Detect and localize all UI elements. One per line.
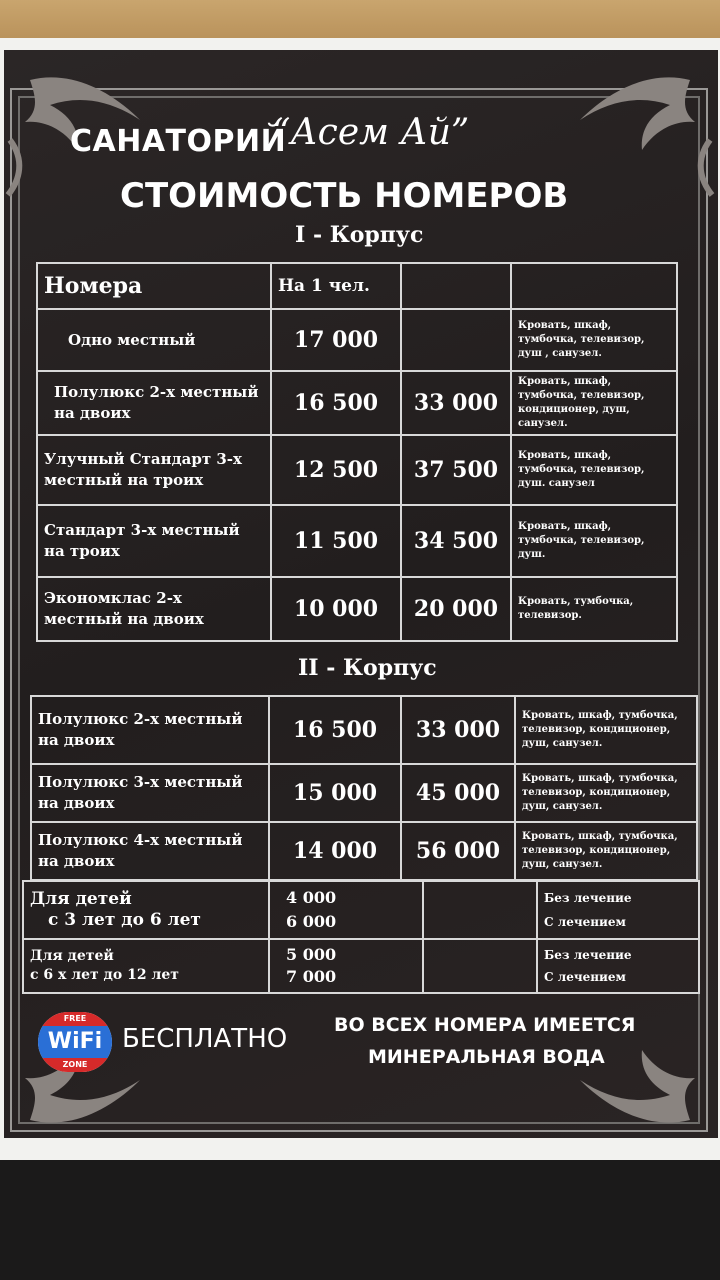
room-amenities: Кровать, шкаф, тумбочка, телевизор, кондиционер, душ, санузел. [515,822,697,880]
price-per-person: 12 500 [271,435,401,505]
table-row [37,577,677,641]
kids-age-cell [23,939,269,993]
kids-treatment-cell [537,881,699,939]
kids-no-treatment-label: Без лечение [544,891,632,905]
room-amenities: Кровать, тумбочка, телевизор. [511,577,677,641]
price-total: 33 000 [401,371,511,435]
kids-price-table [22,880,700,994]
wifi-logo-bottom-text: ZONE [38,1058,112,1072]
room-name: Стандарт 3-х местный на троих [37,505,271,577]
header-col4 [511,263,677,309]
table-row [37,505,677,577]
kids-price-cell [269,939,423,993]
korpus-2-label: II - Корпус [298,655,437,681]
room-amenities: Кровать, шкаф, тумбочка, телевизор, кондиционер, душ, санузел. [511,371,677,435]
table-row [31,696,697,764]
table-header-row [37,263,677,309]
room-name: Полулюкс 3-х местный на двоих [31,764,269,822]
wifi-free-label: БЕСПЛАТНО [122,1024,288,1054]
wifi-logo-top-text: FREE [38,1012,112,1026]
table-row [31,822,697,880]
price-total [401,309,511,371]
price-per-person: 16 500 [269,696,401,764]
price-total: 33 000 [401,696,515,764]
table-row [37,309,677,371]
price-per-person: 14 000 [269,822,401,880]
kids-label: Для детей [30,889,132,909]
kids-with-treatment-label: С лечением [544,915,626,929]
kids-treatment-cell [537,939,699,993]
price-per-person: 16 500 [271,371,401,435]
room-amenities: Кровать, шкаф, тумбочка, телевизор, душ , санузел. [511,309,677,371]
price-table-korpus-1 [36,262,678,642]
room-amenities: Кровать, шкаф, тумбочка, телевизор, кондиционер, душ, санузел. [515,696,697,764]
price-per-person: 15 000 [269,764,401,822]
kids-empty-cell [423,939,537,993]
room-amenities: Кровать, шкаф, тумбочка, телевизор, душ. санузел [511,435,677,505]
price-total: 37 500 [401,435,511,505]
kids-price-with-treatment: 7 000 [286,967,337,986]
room-name: Полулюкс 4-х местный на двоих [31,822,269,880]
price-per-person: 11 500 [271,505,401,577]
sanatorium-label: САНАТОРИЙ [70,124,287,159]
table-row [37,435,677,505]
mineral-water-line-2: МИНЕРАЛЬНАЯ ВОДА [368,1046,605,1068]
header-per-person: На 1 чел. [271,263,401,309]
price-total: 45 000 [401,764,515,822]
page-title: СТОИМОСТЬ НОМЕРОВ [120,176,569,216]
kids-row [23,939,699,993]
kids-age-range: с 3 лет до 6 лет [48,910,201,930]
header-rooms: Номера [37,263,271,309]
room-name: Одно местный [37,309,271,371]
price-table-korpus-2 [30,695,698,881]
price-total: 56 000 [401,822,515,880]
kids-price-no-treatment: 5 000 [286,945,337,964]
sanatorium-name: “Асем Ай” [272,112,470,153]
room-amenities: Кровать, шкаф, тумбочка, телевизор, душ. [511,505,677,577]
table-row [37,371,677,435]
room-name: Полулюкс 2-х местный на двоих [37,371,271,435]
price-total: 34 500 [401,505,511,577]
wifi-logo-icon [38,1012,112,1072]
korpus-1-label: I - Корпус [295,222,424,248]
room-amenities: Кровать, шкаф, тумбочка, телевизор, кондиционер, душ, санузел. [515,764,697,822]
kids-empty-cell [423,881,537,939]
price-per-person: 17 000 [271,309,401,371]
kids-row [23,881,699,939]
room-name: Улучный Стандарт 3-х местный на троих [37,435,271,505]
kids-age-cell [23,881,269,939]
room-name: Экономклас 2-х местный на двоих [37,577,271,641]
price-total: 20 000 [401,577,511,641]
mineral-water-line-1: ВО ВСЕХ НОМЕРА ИМЕЕТСЯ [334,1014,636,1036]
kids-age-range: с 6 х лет до 12 лет [30,967,179,983]
header-col3 [401,263,511,309]
table-surface [0,1160,720,1280]
kids-price-with-treatment: 6 000 [286,912,337,931]
table-row [31,764,697,822]
wifi-logo-text: WiFi [38,1026,112,1058]
kids-with-treatment-label: С лечением [544,970,626,984]
kids-label: Для детей [30,948,114,964]
kids-price-cell [269,881,423,939]
kids-no-treatment-label: Без лечение [544,948,632,962]
ornament-top-right-icon [560,60,720,200]
room-name: Полулюкс 2-х местный на двоих [31,696,269,764]
kids-price-no-treatment: 4 000 [286,888,337,907]
price-per-person: 10 000 [271,577,401,641]
